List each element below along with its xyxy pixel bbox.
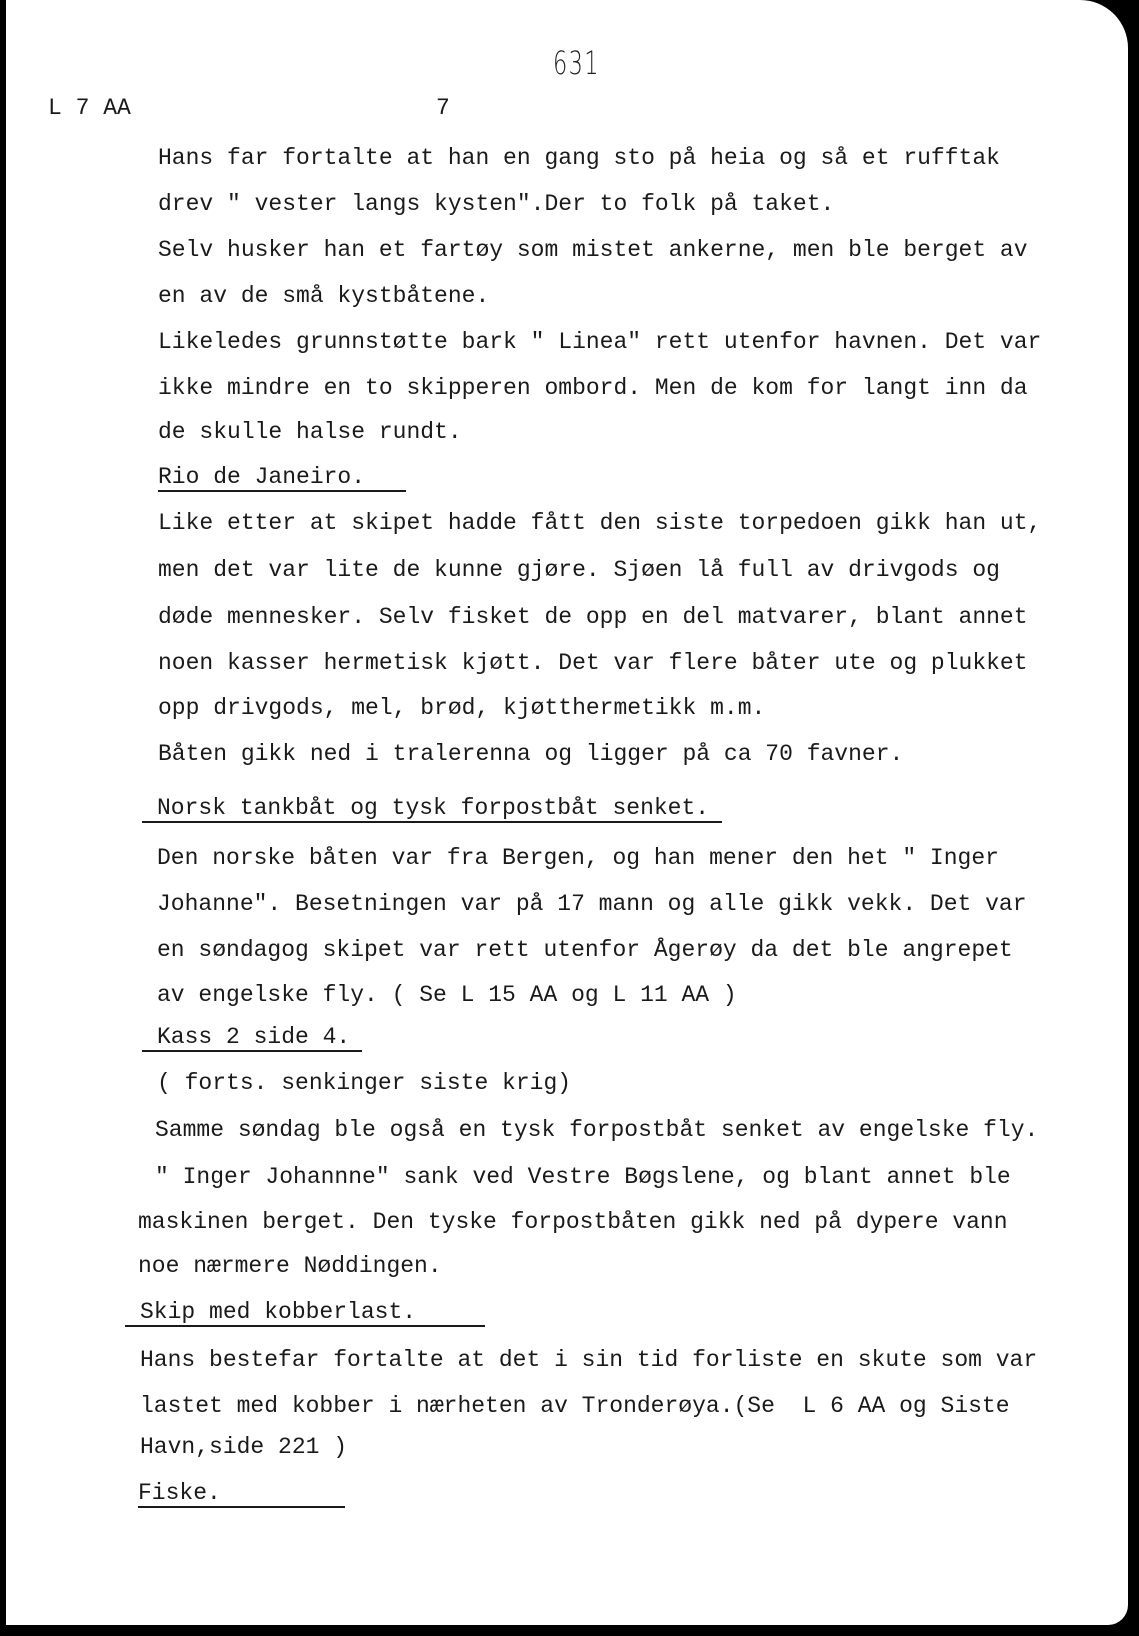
text-line: lastet med kobber i nærheten av Tronderøya.(Se L 6 AA og Siste — [140, 1393, 1010, 1419]
text-line: ( forts. senkinger siste krig) — [157, 1070, 572, 1096]
sheet-number: 7 — [436, 95, 450, 121]
text-line: Hans bestefar fortalte at det i sin tid forliste en skute som var — [140, 1347, 1038, 1373]
text-line: Samme søndag ble også en tysk forpostbåt senket av engelske fly. — [155, 1117, 1039, 1143]
document-page — [6, 0, 1128, 1625]
text-line: noen kasser hermetisk kjøtt. Det var flere båter ute og plukket — [158, 650, 1028, 676]
text-line: Likeledes grunnstøtte bark " Linea" rett utenfor havnen. Det var — [158, 329, 1042, 355]
section-heading: Norsk tankbåt og tysk forpostbåt senket. — [157, 795, 710, 821]
text-line: opp drivgods, mel, brød, kjøtthermetikk m.m. — [158, 695, 766, 721]
text-line: Havn,side 221 ) — [140, 1434, 348, 1460]
text-line: en søndagog skipet var rett utenfor Ågerøy da det ble angrepet — [157, 937, 1013, 963]
text-line: Den norske båten var fra Bergen, og han mener den het " Inger — [157, 845, 999, 871]
heading-underline — [138, 1506, 345, 1508]
text-line: Johanne". Besetningen var på 17 mann og alle gikk vekk. Det var — [157, 891, 1027, 917]
text-line: ikke mindre en to skipperen ombord. Men de kom for langt inn da — [158, 375, 1028, 401]
text-line: " Inger Johannne" sank ved Vestre Bøgslene, og blant annet ble — [155, 1164, 1011, 1190]
text-line: Selv husker han et fartøy som mistet ankerne, men ble berget av — [158, 237, 1028, 263]
text-line: en av de små kystbåtene. — [158, 283, 490, 309]
heading-underline — [142, 821, 722, 823]
text-line: Like etter at skipet hadde fått den siste torpedoen gikk han ut, — [158, 510, 1042, 536]
text-line: Hans far fortalte at han en gang sto på heia og så et rufftak — [158, 145, 1000, 171]
heading-underline — [125, 1325, 485, 1327]
section-heading: Skip med kobberlast. — [140, 1299, 417, 1325]
heading-underline — [158, 490, 406, 492]
text-line: Båten gikk ned i tralerenna og ligger på ca 70 favner. — [158, 741, 904, 767]
text-line: maskinen berget. Den tyske forpostbåten gikk ned på dypere vann — [138, 1209, 1008, 1235]
text-line: døde mennesker. Selv fisket de opp en del matvarer, blant annet — [158, 604, 1028, 630]
section-heading: Fiske. — [138, 1480, 221, 1506]
text-line: men det var lite de kunne gjøre. Sjøen lå full av drivgods og — [158, 557, 1000, 583]
section-heading: Rio de Janeiro. — [158, 464, 366, 490]
heading-underline — [142, 1050, 362, 1052]
text-line: noe nærmere Nøddingen. — [138, 1253, 442, 1279]
page-number: 631 — [553, 44, 600, 82]
section-heading: Kass 2 side 4. — [157, 1024, 351, 1050]
text-line: av engelske fly. ( Se L 15 AA og L 11 AA ) — [157, 982, 737, 1008]
text-line: de skulle halse rundt. — [158, 419, 462, 445]
document-code: L 7 AA — [48, 95, 131, 121]
text-line: drev " vester langs kysten".Der to folk på taket. — [158, 191, 835, 217]
